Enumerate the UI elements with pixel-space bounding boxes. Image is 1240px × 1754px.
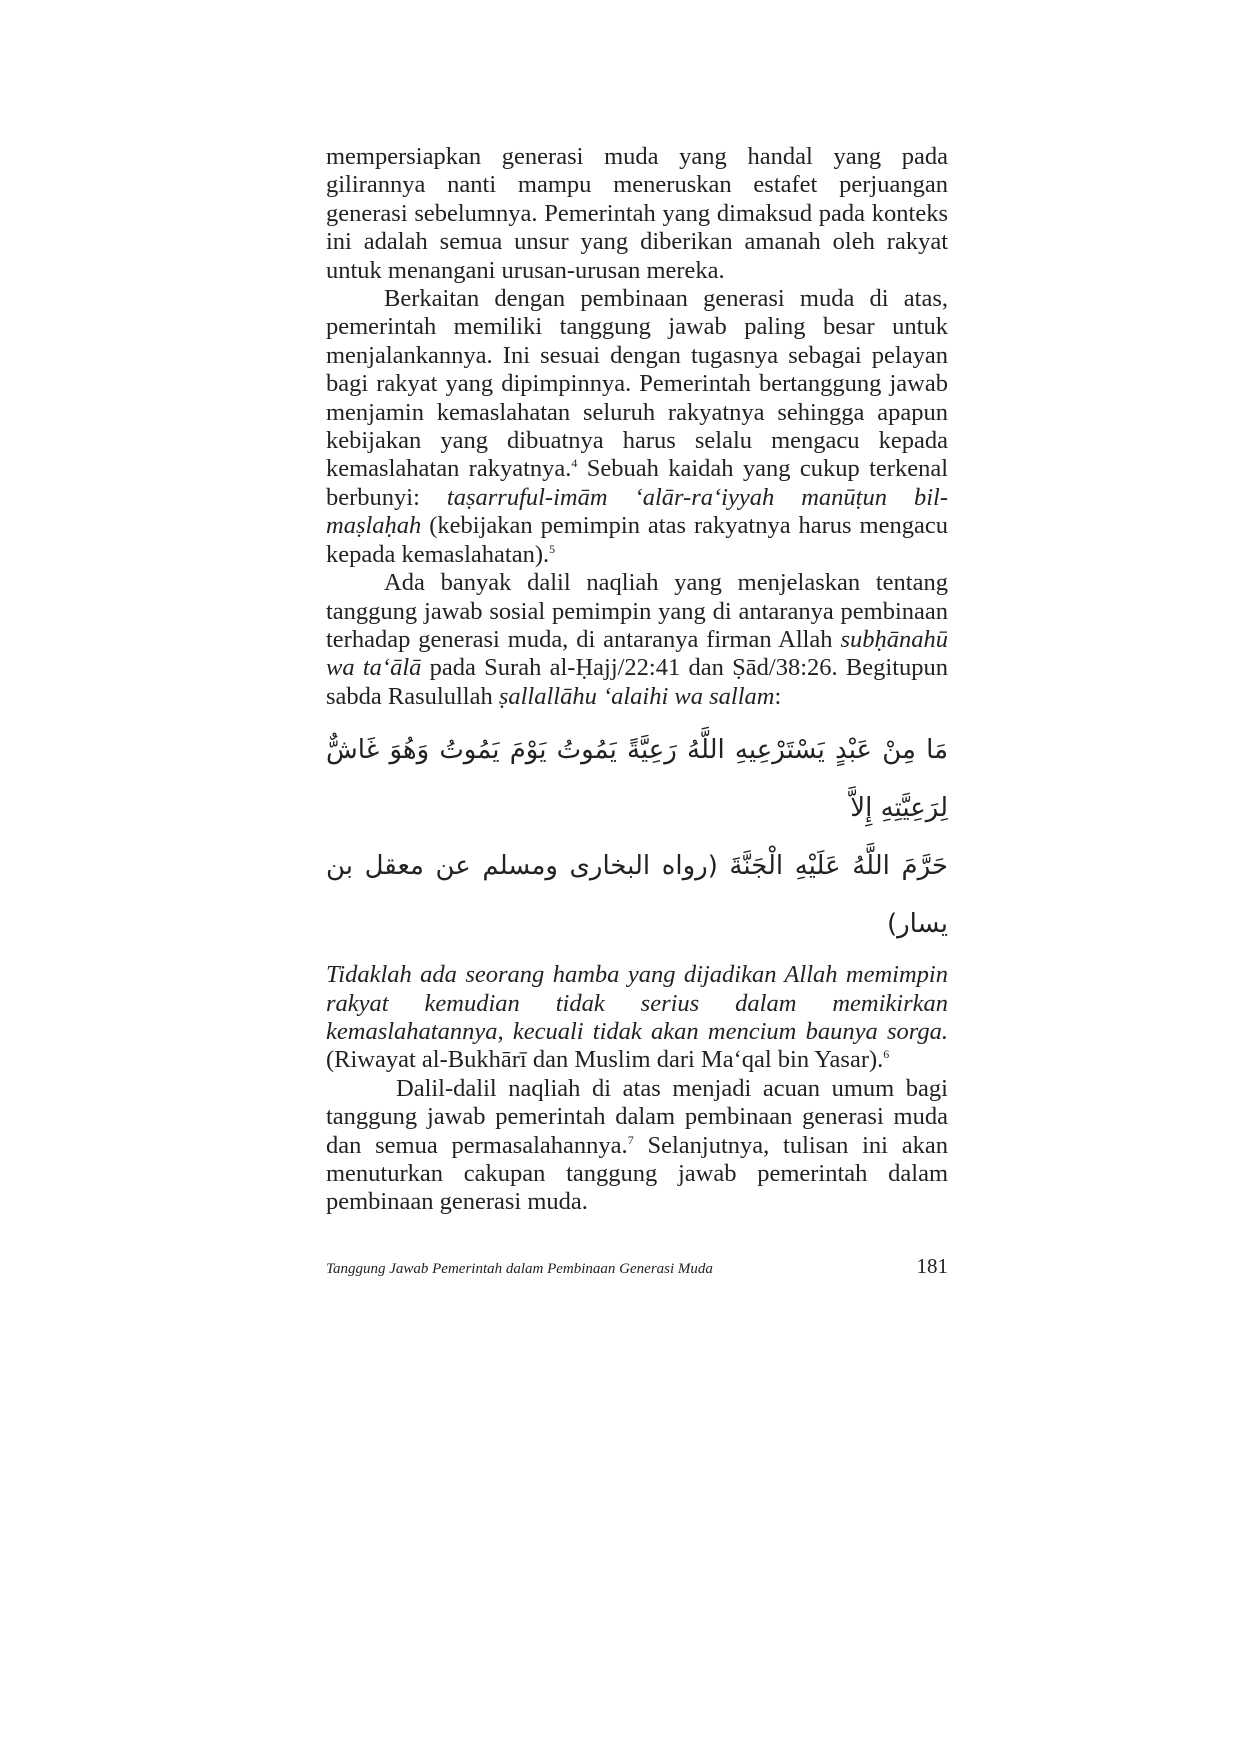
hadith-source: (Riwayat al-Bukhārī dan Muslim dari Ma‘qal bin Yasar). [326, 1046, 884, 1074]
running-title: Tanggung Jawab Pemerintah dalam Pembinaan Generasi Muda [326, 1261, 713, 1277]
legal-maxim-translation: (kebijakan pemimpin atas rakyatnya harus mengacu kepada kemaslahatan). [326, 512, 948, 568]
paragraph-4 [326, 1075, 948, 1217]
paragraph-3-italic-b: ṣallallāhu ‘alaihi wa sallam [498, 682, 775, 710]
hadith-arabic [326, 721, 948, 953]
paragraph-2-text-a: Berkaitan dengan pembinaan generasi muda di atas, pemerintah memiliki tanggung jawab paling besar untuk menjalankannya. Ini sesuai dengan tugasnya sebagai pelayan bagi rakyat yang dipimpinnya. Pemerintah bertanggung jawab menjamin kemaslahatan seluruh rakyatnya sehingga apapun kebijakan yang dibuatnya harus selalu mengacu kepada kemaslahatan rakyatnya. [326, 285, 948, 483]
hadith-line-2: حَرَّمَ اللَّهُ عَلَيْهِ الْجَنَّةَ (رواه البخارى ومسلم عن معقل بن يسار) [326, 851, 948, 940]
footnote-ref-5[interactable]: 5 [549, 541, 556, 556]
hadith-translation [326, 961, 948, 1075]
footnote-ref-7[interactable]: 7 [627, 1132, 634, 1147]
paragraph-3-text-b: pada Surah al-Ḥajj/22:41 dan Ṣād/38:26. Begitupun sabda Rasulullah [326, 654, 948, 710]
paragraph-3 [326, 569, 948, 711]
paragraph-3-italic-a: subḥānahū wa ta‘ālā [326, 625, 948, 682]
paragraph-4-text-b: Selanjutnya, tulisan ini akan menuturkan cakupan tanggung jawab pemerintah dalam pembinaan generasi muda. [326, 1131, 948, 1216]
paragraph-3-text-a: Ada banyak dalil naqliah yang menjelaskan tentang tanggung jawab sosial pemimpin yang di antaranya pembinaan terhadap generasi muda, di antaranya firman Allah [326, 569, 948, 653]
footnote-ref-6[interactable]: 6 [883, 1047, 890, 1062]
hadith-translation-italic: Tidaklah ada seorang hamba yang dijadikan Allah memimpin rakyat kemudian tidak serius dalam memikirkan kemaslahatannya, kecuali tidak akan mencium baunya sorga. [326, 961, 948, 1045]
legal-maxim: taṣarruful-imām ‘alār-ra‘iyyah manūṭun bil-maṣlaḥah [326, 483, 948, 540]
hadith-line-1: مَا مِنْ عَبْدٍ يَسْتَرْعِيهِ اللَّهُ رَعِيَّةً يَمُوتُ يَوْمَ يَمُوتُ وَهُوَ غَاشٌّ لِرَعِيَّتِهِ إِلاَّ [326, 735, 948, 824]
body-text [326, 143, 948, 1217]
page-number: 181 [916, 1254, 948, 1278]
paragraph-2-text-b: Sebuah kaidah yang cukup terkenal berbunyi: [326, 455, 949, 511]
paragraph-1: mempersiapkan generasi muda yang handal yang pada gilirannya nanti mampu meneruskan estafet perjuangan generasi sebelumnya. Pemerintah yang dimaksud pada konteks ini adalah semua unsur yang diberikan amanah oleh rakyat untuk menangani urusan-urusan mereka. [326, 143, 948, 284]
footnote-ref-4[interactable]: 4 [571, 456, 578, 471]
paragraph-3-text-c: : [774, 682, 782, 710]
paragraph-4-text-a: Dalil-dalil naqliah di atas menjadi acuan umum bagi tanggung jawab pemerintah dalam pembinaan generasi muda dan semua permasalahannya. [326, 1074, 948, 1159]
page-footer [326, 1254, 948, 1279]
paragraph-2 [326, 285, 948, 569]
